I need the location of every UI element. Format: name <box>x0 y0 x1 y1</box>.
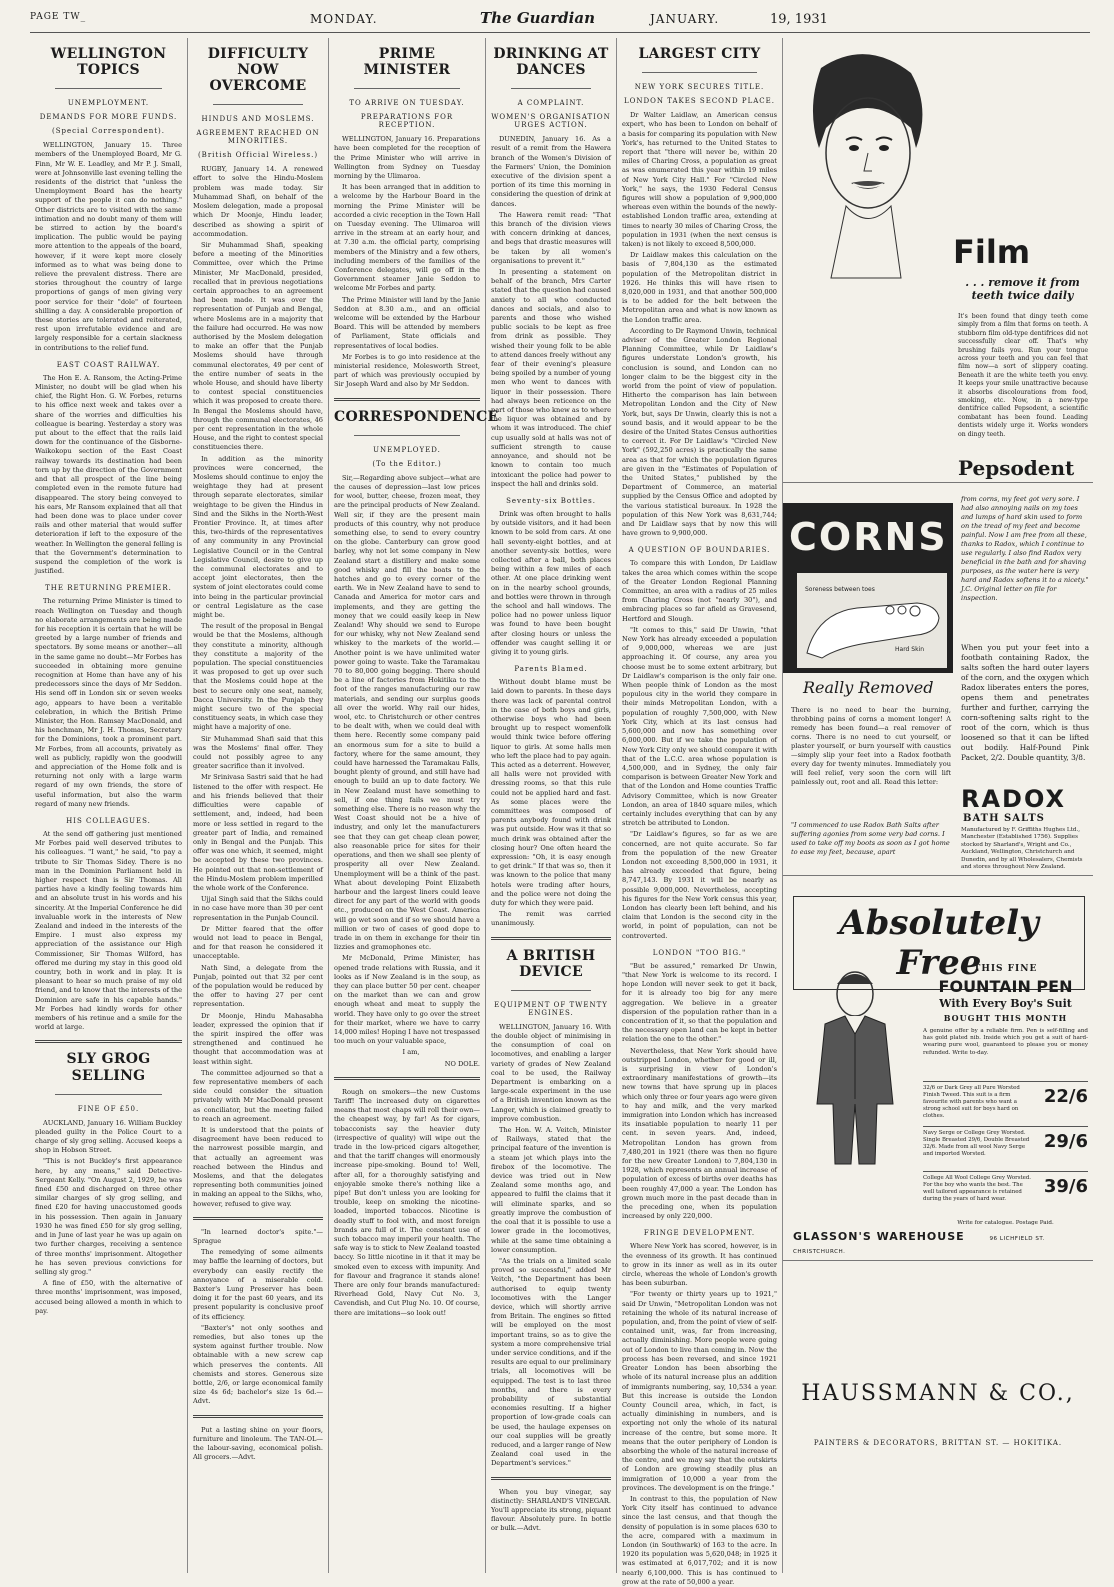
offer-line-3: With Every Boy's Suit <box>939 997 1072 1010</box>
date: 19, 1931 <box>770 12 828 27</box>
column-1 <box>30 38 188 1573</box>
subhead: PREPARATIONS FOR RECEPTION. <box>360 113 454 130</box>
radox-bath-salts: BATH SALTS <box>963 813 1045 824</box>
paragraph: WELLINGTON, January 15. Three members of the Unemployed Board, Mr G. Finn, Mr W. E. Leadley, and Mr P. J. Small, were at Johnsonville last evening telling the residents of the district that "unless the Unemployment Board has the hearty support of the people it can do nothing." Other districts are to visited with the same intimation and no doubt many of them will be stirred to action by the board's implication. The public would be paying more attention to the appeals of the board, however, if it were kept more closely informed as to what was being done to relieve the prevalent distress. There are stories throughout the country of large proportions of gangs of men giving very poor service for their "dole" of fourteen shilling a day. A considerable proportion of these stories are tolerated and reiterated, rest upon irrefutable evidence and are largely responsible for a certain slackness in contributions to the relief fund. <box>35 141 182 352</box>
masthead <box>30 6 1090 33</box>
section-heading: EAST COAST RAILWAY. <box>56 360 161 369</box>
paragraph: Nath Sind, a delegate from the Punjab, pointed out that 32 per cent of the population would be reduced by the offer to having 27 per cent representation. <box>193 963 323 1009</box>
paragraph: In contrast to this, the population of New York City itself has continued to advance since the last census, and that though the density of population is in some places 630 to the acre, compared with a maximum in London (in Southwark) of 163 to the acre. In 1920 its population was 5,620,048; in 1925 it was estimated at 6,017,702; and it is now nearly 6,100,000. This is has continued to grow at the rate of 50,000 a year. <box>622 1494 777 1586</box>
byline: (British Official Wireless.) <box>197 151 319 160</box>
radox-manufacturer: Manufactured by F. Griffiths Hughes Ltd., Manchester (Established 1756). Supplies stocked by Sharland's, Wright and Co., Auckland, Wellington, Christchurch and Dunedin, and by all Wholesalers, Chemists and stores throughout New Zealand. <box>961 827 1083 871</box>
price-description: Navy Serge or College Grey Worsted. Single Breasted 29/6, Double Breasted 32/6. Made from all wool Navy Serge and imported Worsted. <box>923 1130 1030 1157</box>
advertisement-text: When you buy vinegar, say distinctly: SHARLAND'S VINEGAR. You'll appreciate its strong, piquant flavour. Absolutely pure. In bottle or bulk.—Advt. <box>491 1487 611 1533</box>
price-description: 32/6 or Dark Grey all Pure Worsted Finish Tweed. This suit is a firm favourite with parents who want a strong school suit for boys hard on clothes. <box>923 1085 1020 1119</box>
paragraph: A fine of £50, with the alternative of three months' imprisonment, was imposed, accused being allowed a month in which to pay. <box>35 1279 182 1315</box>
byline: (Special Correspondent). <box>51 127 166 136</box>
absolutely-free-headline: Absolutely Free <box>793 896 1085 990</box>
subhead: UNEMPLOYMENT. <box>67 99 150 108</box>
offer-line-4: BOUGHT THIS MONTH <box>943 1013 1068 1023</box>
foot-label-hard-skin: Hard Skin <box>895 646 925 653</box>
paragraph: "For twenty or thirty years up to 1921," said Dr Unwin, "Metropolitan London was not retaining the whole of its natural increase of population, and, from the point of view of self-contained unit, was, far from increasing, actually diminishing. More people were going out of London to live than coming in. Now the process has been reversed, and since 1921 Greater London has been absorbing the whole of its natural increase plus an addition of immigrants numbering, say, 10,534 a year. But this increase is outside the London County Council area, which, in fact, is actually diminishing in numbers, and is exporting not only the whole of its natural increase of the centre, but some more. It means that the outer periphery of London is absorbing the whole of the natural increase of the centre, and we may say that the outskirts of London are growing steadily plus an immigration of 10,000 a year from the provinces. The development is on the fringe." <box>622 1290 778 1492</box>
paragraph: Ujjal Singh said that the Sikhs could in no case have more than 30 per cent representation in the Punjab Council. <box>193 895 324 922</box>
paragraph: In presenting a statement on behalf of the branch, Mrs Carter stated that the question had caused anxiety to all who conducted dances and socials, and also to parents and those who wished public socials to be kept as free from drink as possible. They wished their young folk to be able to attend dances freely without any fear of their evening's pleasure being spoiled by a number of young men who went to dances with liquor in their possession. There had always been reticence on the part of those who knew as to where the liquor was obtained and by whom it was introduced. The chief cup usually sold at halls was not of sufficient strength to cause annoyance, and should not be known to contain too much intoxicant the police had power to inspect the hall and drinks sold. <box>491 268 611 488</box>
foot-label-soreness: Soreness between toes <box>805 586 875 593</box>
subhead: (To the Editor.) <box>372 459 442 468</box>
paragraph: Sir Muhammad Shafi, speaking before a meeting of the Minorities Committee, over which the Prime Minister, Mr MacDonald, presided, recalled that in previous negotiations certain approaches to an agreement had been made. It was over the representation of Punjab and Bengal, where Moslems are in a majority that the failure had occurred. He was now authorised by the Moslem delegation to make an offer that the Punjab Moslems should have through communal electorates, 49 per cent of the entire number of seats in the whole House, and should have liberty to contest special constituencies which it was proposed to create there. In Bengal the Moslems should have, through the communal electorates, 46 per cent representation in the whole House, and the right to contest special constituencies there. <box>193 240 323 452</box>
subhead: FINE OF £50. <box>77 1104 140 1113</box>
corns-explanation: When you put your feet into a footbath containing Radox, the salts soften the hard outer layers of the corn, and the oxygen which Radox liberates enters the pores, opens them and penetrates further and further, carrying the corn-softening salts right to the root of the corn, which is thus loosened so that it can be lifted out bodily. Half-Pound Pink Packet, 2/2. Double quantity, 3/8. <box>961 643 1089 762</box>
column-3 <box>329 38 499 1573</box>
headline-drinking-at-dances: DRINKING AT DANCES <box>493 46 609 79</box>
price-value: 39/6 <box>1043 1176 1088 1197</box>
section-heading: LONDON "TOO BIG." <box>652 948 747 957</box>
corns-testimonial-continued: from corns, my feet got very sore. I had also annoying nails on my toes and lumps of hard skin used to form on the tread of my feet and become painful. Now I am free from all these, thanks to Radox, which I continue to use regularly. I also find Radox very beneficial in the bath and for shaving purposes, as the water here is very hard and Radox softens it to a nicety." J.C. Original letter on file for inspection. <box>961 495 1089 602</box>
paragraph: To compare this with London, Dr Laidlaw takes the area which comes within the scope of the Greater London Regional Planning Committee, an area with a radius of 25 miles from Charing Cross (not "nearly 30"), and embracing places so far afield as Gravesend, Hertford and Slough. <box>622 559 777 623</box>
offer-line-1: THIS FINE <box>973 964 1038 974</box>
section-heading: Parents Blamed. <box>514 665 588 674</box>
paragraph: It is understood that the points of disagreement have been reduced to the narrowest possible margin, and that actually an agreement was reached between the Hindus and Moslems, and that the delegates representing both communities joined in making an appeal to the Sikhs, who, however, refused to give way. <box>193 1126 323 1208</box>
corns-testimonial: "I commenced to use Radox Bath Salts after suffering agonies from some very bad corns. I used to take off my boots as soon as I got home to ease my feet, because, apart <box>791 821 950 856</box>
price-value: 22/6 <box>1043 1086 1088 1107</box>
paragraph: Sir,—Regarding above subject—what are the causes of depression—last low prices for wool, butter, cheese, frozen meat, they are the principal products of New Zealand. Well sir, if they are the present main products of this country, why not produce something else, to send to every country on the globe. Canterbury can grow good barley, why not let some company in New Zealand start a distillery and make some good whisky and fill the boats to the hatches and go to every corner of the earth. We in New Zealand have to send to Canada and America for motor cars and implements, and they are getting the money that we could easily keep in New Zealand! Why should we send to Europe for our whisky, why not New Zealand send whiskey to the markets of the world.—Another point is we have unlimited water power going to waste. Take the Taramakau 70 to 80,000 going begging. There should be a line of factories from Hokitika to the foot of the ranges manufacturing our raw materials, and sending our surplus goods all over the world. Why rail our hides, wool, etc. to Christchurch or other centres to be dealt with, when we could deal with them here. Recently some company paid an enormous sum for a site to build a factory, where for the same amount, they could have harnessed the Taramakau Falls, bought plenty of ground, and still have had enough to build an up to date factory. We in New Zealand must have something to sell, if one thing fails we must try something else. There is no reason why the West Coast should not be a hive of industry, and only let the manufacturers see that they can get cheap clean power, also reasonable price for sites for their operations, and then we shall see plenty of prosperity all over New Zealand. Unemployment will be a think of the past. What about developing Point Elizabeth harbour and the largest liners could leave direct for any part of the world with goods etc., produced on the West Coast. America will go wet soon and if so we should have a million or two of cases of good dope to trade in on them in exchange for their tin lizzies and gramophones etc. <box>334 473 480 952</box>
subhead: HINDUS AND MOSLEMS. <box>201 115 315 124</box>
paragraph: The returning Prime Minister is timed to reach Wellington on Tuesday and though no elaborate arrangements are being made for his reception it is certain that he will be greeted by a large number of friends and spectators. By some means or another—all in the same game no doubt—Mr Forbes has succeeded in obtaining more genuine recognition at Home than have any of his predecessors since the days of Mr Seddon. His send off in London six or seven weeks ago, appears to have been a veritable celebration, in which the British Prime Minister, the Hon. Ramsay MacDonald, and his henchman, Mr J. H. Thomas, Secretary for the Dominions, took a prominent part. Mr Forbes, from all accounts, privately as well as publicly, rapidly won the goodwill and appreciation of the Home folk and is returning not only with a large warm regard of my own friends, the store of useful information, but also the warm regard of many new friends. <box>35 597 182 808</box>
paragraph: Dr Mitter feared that the offer would not lead to peace in Bengal, and for that reason he considered it unacceptable. <box>193 924 323 961</box>
paragraph: The Hon. W. A. Veitch, Minister of Railways, stated that the principal feature of the invention is a steam jet which plays into the firebox of the locomotive. The device was tried out in New Zealand some months ago, and appeared to fulfil the claims that it will eliminate sparks, and so greatly improve the combustion of the coal that it is possible to use a lower grade in the locomotives, while at the same time obtaining a lower consumption. <box>491 1126 611 1254</box>
fountain-pen-title: FOUNTAIN PEN <box>938 977 1073 996</box>
subhead: NEW YORK SECURES TITLE. <box>634 83 765 92</box>
paragraph: Dr Moonje, Hindu Mahasabha leader, expressed the opinion that if the spirit inspired the offer was strengthened and continued he thought that accommodation was at least within sight. <box>193 1011 323 1066</box>
paragraph: I am, <box>402 1048 420 1057</box>
paragraph: Drink was often brought to halls by outside visitors, and it had been known to be sold from cars. At one hall seventy-eight bottles, and at another seventy-six bottles, were collected after a ball, both places being within a few miles of each other. At one place drinking went on in the nearby school grounds, and bottles were thrown in through the school and hall windows. The police had no power unless liquor was found to have been bought after closing hours or unless the offender was caught selling it or giving it to young girls. <box>491 509 611 656</box>
advertisement-text: "Baxter's" not only soothes and remedies, but also tones up the system against further trouble. Now obtainable with a new screw cap which preserves the contents. All chemists and stores. Generous size bottle, 2/6, or large economical family size 4s 6d; bachelor's size 1s 6d.—Advt. <box>193 1323 323 1406</box>
paragraph: In addition as the minority provinces were concerned, the Moslems should continue to enjoy the weightage they had at present through separate electorates, similar weightage to be given the Hindus in Sind and the Sikhs in the North-West Frontier Province. It, at times after this, two-thirds of the representatives of any community in any Provincial Legislative Council or in the Central Legislative Council, desire to give up the communal electorates and to accept joint electorates, then the system of joint electorates could come into being in the particular provincial or central Legislature as the case might be. <box>193 454 323 620</box>
write-for-catalogue: Write for catalogue. Postage Paid. <box>957 1220 1054 1226</box>
paragraph: Dr Walter Laidlaw, an American census expert, who has been to London on behalf of a basis for comparing its population with New York's, has returned to the United States to report that "there will never be, within 20 miles of Charing Cross, a population as great as was enumerated this year within 19 miles of New York City Hall." For "Circled New York," he says, the 1930 Federal Census figures will show a population of 9,900,000 whereas even within the bounds of the newly-established London traffic area, extending at times to nearly 30 miles of Charing Cross, the population in 1931 (when the next census is taken) is not likely to exceed 8,500,000. <box>622 111 777 248</box>
section-heading: Seventy-six Bottles. <box>506 496 596 505</box>
corns-body: There is no need to bear the burning, throbbing pains of corns a moment longer! A remedy has been found—a real remover of corns. There is no need to cut yourself, or plaster yourself, or burn yourself with caustics—simply slip your feet into a Radox footbath every day for twenty minutes. Immediately you will feel relief, very soon the corn will lift painlessly out, root and all. Read this letter: <box>791 706 951 786</box>
glasson-address: 96 LICHFIELD ST. CHRISTCHURCH. <box>793 1236 1045 1255</box>
corns-headline: CORNS <box>789 515 948 559</box>
section-heading: HIS COLLEAGUES. <box>66 817 151 825</box>
price-description: College All Wool College Grey Worsted. For the boy who wants the best. The well tailored appearance is retained during the years of hard wear. <box>923 1175 1031 1202</box>
offer-body: A genuine offer by a reliable firm. Pen is self-filling and has gold plated nib. Inside which you get a suit of hard-wearing pure wool, guaranteed to please you or money refunded. Write to-day. <box>923 1028 1088 1056</box>
paragraph: Mr McDonald, Prime Minister, has opened trade relations with Russia, and it looks as if New Zealand is in the soup, as they can place butter 50 per cent. cheaper on the market than we can and grow enough wheat and meat to supply the world. They have only to go over the street for their market, where we have to carry 14,000 miles! Hoping I have not trespassed too much on your valuable space, <box>334 954 480 1046</box>
paragraph: The remit was carried unanimously. <box>491 910 611 928</box>
really-removed: Really Removed <box>803 678 934 697</box>
paragraph: Where New York has scored, however, is in the evenness of its growth. It has continued to grow in its inner as well as in its outer circle, whereas the whole of London's growth has been suburban. <box>622 1242 777 1288</box>
column-5 <box>617 38 783 1586</box>
paragraph: Nevertheless, that New York should have outstripped London, whether for good or ill, is surprising in view of London's extraordinary manifestations of growth—its new towns that have sprung up in places which only three or four years ago were given to hay and milk, and the very marked immigration into London which has increased its insatiable population to nearly 11 per cent. in seven years. And, indeed, Metropolitan London has grown from 7,480,201 in 1921 (there was then no figure for the new Greater London) to 7,804,130 in 1928, which represents an annual increase of population of excess of births over deaths has been roughly 47,000 a year. The London has grown much more in the past decade than in the preceding one, when its population increased by only 220,000. <box>622 1046 777 1221</box>
glasson-name: GLASSON'S WAREHOUSE <box>793 1230 965 1243</box>
paragraph: The result of the proposal in Bengal would be that the Moslems, although they constitute a minority, although they constitute a majority of the population. The special constituencies it was proposed to get up over such that the Moslems could hope at the best to secure only one seat, namely, Dacca University. In the Punjab they might secure two of the special constituency seats, in which case they might have a majority of one. <box>193 622 323 732</box>
paragraph: "It comes to this," said Dr Unwin, "that New York has already exceeded a population of 9,000,000, whereas we are just approaching it. Of course, any area you choose must be to some extent arbitrary, but Dr Laidlaw's comparison is the only fair one. When people think of London as the most populous city in the world they compare in their minds Metropolitan London, with a population of roughly 7,500,000, with New York City, which at its last census had 5,600,000 and now has something over 6,000,000. But if we take the population of New York City only we should compare it with that of the L.C.C. area whose population is 4,500,000, and in Sydney, the only fair comparison is between Greater New York and that of the London and Home counties Traffic Advisory Committee, which is now Greater London, an area of 1840 square miles, which certainly includes everything that can by any stretch be attributed to London. <box>622 625 777 828</box>
paragraph: Mr Forbes is to go into residence at the ministerial residence, Molesworth Street, part of which was previously occupied by Sir Joseph Ward and also by Mr Seddon. <box>334 352 480 389</box>
radox-ad <box>783 483 1093 876</box>
price-row <box>923 1171 1088 1206</box>
pepsodent-ad <box>783 38 1093 483</box>
woman-portrait-illustration <box>791 48 941 278</box>
paragraph: DUNEDIN, January 16. As a result of a remit from the Hawera branch of the Women's Division of the Farmers' Union, the Dominion executive of the division spent a portion of its time this morning in considering the question of drink at dances. <box>491 135 611 208</box>
glasson-ad <box>783 876 1093 1261</box>
pepsodent-brand: Pepsodent <box>958 456 1075 480</box>
paragraph: Mr Srinivasa Sastri said that he had listened to the offer with respect. He and his friends believed that their difficulties were capable of settlement, and, indeed, had been more or less settled in regard to the greater part of India, and remained only in Bengal and the Punjab. This offer was one which, it seemed, might be accepted by these two provinces. He pointed out that non-settlement of the Hindu-Moslem problem imperilled the whole work of the Conference. <box>193 773 323 892</box>
advertisement-column <box>783 38 1093 1573</box>
film-subheadline: . . . remove it from teeth twice daily <box>965 276 1080 302</box>
advertisement-text: "In learned doctor's spite."—Sprague <box>193 1227 323 1246</box>
paragraph: "As the trials on a limited scale proved so successful," added Mr Veitch, "the Department has been authorised to equip twenty locomotives with the Langer device, which will shortly arrive from Britain. The engines so fitted will be employed on the most important trains, so as to give the system a more comprehensive trial under service conditions, and if the results are equal to our preliminary trials, all locomotives will be equipped. The test is to last three months, and there is every probability of substantial economies resulting. If a higher proportion of low-grade coals can be used, the haulage expenses on our coal supplies will be greatly reduced, and a larger range of New Zealand coal used in the Department's services." <box>491 1256 611 1468</box>
price-value: 29/6 <box>1043 1131 1088 1152</box>
paragraph: Dr Laidlaw makes this calculation on the basis of 7,804,130 as the estimated population of the Metropolitan district in 1926. He thinks this will have risen to 8,020,000 in 1931, and that another 500,000 is to be added for the belt between the Metropolitan area and what is now known as the London traffic area. <box>622 251 777 324</box>
subhead: AGREEMENT REACHED ON MINORITIES. <box>196 129 320 146</box>
subhead: EQUIPMENT OF TWENTY ENGINES. <box>494 1000 608 1017</box>
paragraph: At the send off gathering just mentioned Mr Forbes paid well deserved tributes to his colleagues. "I want," he said, "to pay a tribute to Sir Thomas Sidey. There is no man in the Dominion Parliament held in higher respect than is Sir Thomas. All parties have a kindly feeling towards him and an absolute trust in his words and his sincerity. At the Imperial Conference he did invaluable work in the interests of New Zealand and indeed in the interests of the Empire. I must also express my appreciation of the assistance our High Commissioner, Sir Thomas Wilford, has offered me during my stay in this good old country, both in work and in play. It is pleasant to hear so much praise of my old friend, and to know that the interests of the Dominion are safe in his capable hands." Mr Forbes had kindly words for other members of his retinue and a smile for the world at large. <box>35 830 182 1032</box>
film-body: It's been found that dingy teeth come simply from a film that forms on teeth. A stubborn film old-type dentifrices did not successfully clear off. That's why brushing fails you. Run your tongue across your teeth and you can feel that film now—a sort of slippery coating. Beneath it are the white teeth you envy. It keeps your smile unattractive because it absorbs discolourations from food, smoking, etc. Now, in a new-type dentifrice called Pepsodent, a scientific combatant has been found. Leading dentists widely urge it. Works wonders on dingy teeth. <box>958 313 1088 438</box>
boy-in-suit-illustration <box>795 964 915 1174</box>
paragraph: AUCKLAND, January 16. William Buckley pleaded guilty in the Police Court to a charge of sly grog selling. Accused keeps a shop in Hobson Street. <box>35 1118 182 1155</box>
paragraph: The Hon E. A. Ransom, the Acting-Prime Minister, no doubt will be glad when his chief, the Right Hon. G. W. Forbes, returns to his office next week and takes over a share of the worries and difficulties his colleague is bearing. Yesterday a story was put about to the effect that the rails laid down for the continuance of the Gisborne-Waikokopu section of the East Coast railway towards its destination had been torn up by the direction of the Government and that all prospect of the line being completed even in the remote future had disappeared. The story being conveyed to his ears, Mr Ransom explained that all that had been done was to place under cover rails and other material that would suffer deterioration if left to the exposure of the weather. In Wellington the general felling is that the Government's determination to suspend the completion of the work is justified. <box>35 373 182 576</box>
paragraph: According to Dr Raymond Unwin, technical adviser of the Greater London Regional Planning Committee, while Dr Laidlaw's figures understate London's growth, his conclusion is sound, and London can no longer claim to be the biggest city in the world from the point of view of population. Hitherto the comparison has lain between Metropolitan London and the City of New York, but, says Dr Unwin, clearly this is not a sound basis, and it would appear to be the desire of the United States Census authorities to correct it. For Dr Laidlaw's "Circled New York" (592,250 acres) is practically the same area as that for which the population figures are given in the "Estimates of Population of the United States," published by the Department of Commerce, an material supplied by the Census Office and adopted by the various statistical bureaux. In 1928 the population of this New York was 8,631,744; and Dr Laidlaw says that by now this will have grown to 9,900,000. <box>622 326 777 538</box>
headline-british-device: A BRITISH DEVICE <box>506 947 596 980</box>
paragraph: The committee adjourned so that a few representative members of each side could consider the situation privately with Mr MacDonald present as conciliator, but the meeting failed to reach an agreement. <box>193 1068 323 1123</box>
price-row <box>923 1081 1088 1119</box>
film-headline: Film <box>953 233 1031 271</box>
haussmann-ad <box>783 1261 1093 1573</box>
paragraph: WELLINGTON, January 16. With the double object of minimising in the consumption of coal on locomotives, and enabling a larger variety of grades of New Zealand coal to be used, the Railway Department is embarking on a large-scale experiment in the use of a British invention known as the Langer, which is claimed greatly to improve combustion. <box>491 1022 611 1123</box>
subhead: WOMEN'S ORGANISATION URGES ACTION. <box>491 113 611 130</box>
subhead: DEMANDS FOR MORE FUNDS. <box>39 113 178 122</box>
paragraph: "This is not Buckley's first appearance here, by any means," said Detective-Sergeant Kelly. "On August 2, 1929, he was fined £50 and discharged on three other similar charges of sly grog selling, and fined £20 for having unaccustomed goods in his possession. Then again in January 1930 he was fined £50 for sly grog selling, and in June of last year he was up again on two further charges, receiving a sentence of three months' imprisonment. Altogether he has seven previous convictions for selling sly grog." <box>35 1157 182 1276</box>
paragraph: "Dr Laidlaw's figures, so far as we are concerned, are not quite accurate. So far from the population of the new Greater London not exceeding 8,500,000 in 1931, it has already exceeded that figure, being 8,747,143. By 1931 it will be nearly as possible 9,000,000. Nevertheless, accepting his figures for the New York census this year, London has clearly been left behind, and his claim that London is the second city in the world, in point of population, can not be controverted. <box>622 830 777 940</box>
headline-largest-city: LARGEST CITY <box>638 46 761 62</box>
paragraph: RUGBY, January 14. A renewed effort to solve the Hindu-Moslem problem was made today. Sir Muhammad Shafi, on behalf of the Moslem delegation, made a proposal which Dr Moonje, Hindu leader, described as showing a spirit of accommodation. <box>193 165 323 238</box>
paragraph: "But be assured," remarked Dr Unwin, "that New York is welcome to its record. I hope London will never seek to get it back, for it is already too big for any mere aggregation. We believe in a greater dispersion of the population rather than in a concentration of it, so that the population and the necessary open land can be kept in better relation the one to the other." <box>622 961 777 1044</box>
subhead: TO ARRIVE ON TUESDAY. <box>349 99 465 108</box>
paragraph: The Hawera remit read: "That this branch of the division views with concern drinking at dances, and begs that drastic measures will be taken by all women's organisations to prevent it." <box>491 210 611 265</box>
subhead: A COMPLAINT. <box>517 99 585 108</box>
advertisement-text: The remedying of some ailments may baffle the learning of doctors, but everybody can easily rectify the annoyance of a miserable cold. Baxter's Lung Preserver has been doing it for the past 60 years, and its present popularity is conclusive proof of its efficiency. <box>193 1248 323 1321</box>
paragraph: WELLINGTON, January 16. Preparations have been completed for the reception of the Prime Minister who will arrive in Wellington from Sydney on Tuesday morning by the Ulimaroa. <box>334 135 480 180</box>
headline-wellington-topics: WELLINGTON TOPICS <box>50 46 167 79</box>
subhead: UNEMPLOYED. <box>373 445 441 454</box>
headline-correspondence: CORRESPONDENCE <box>334 408 499 425</box>
price-row <box>923 1126 1088 1161</box>
paragraph: Without doubt blame must be laid down to parents. In these days there was lack of parental control in the case of both boys and girls, otherwise boys who had been brought up to respect womenfolk would think twice before offering liquor to girls. At some halls men who left the place had to pay again. This acted as a deterrent. However, all halls were not provided with dressing rooms, so that this rule could not be applied hard and fast. As some places were the committees was composed of parents anybody found with drink was put outside. How was it that so much drink was obtained after the closing hour? One often heard the expression: "Oh, it is easy enough to get drink." If that was so, then it was known to the police that many hotels were trading after hours, and the police were not doing the duty for which they were paid. <box>491 678 611 908</box>
glasson-firm <box>793 1230 1083 1256</box>
page-number: PAGE TW_ <box>30 12 87 22</box>
column-2 <box>188 38 329 1573</box>
radox-brand: RADOX <box>961 785 1067 813</box>
advertisement-text: Put a lasting shine on your floors, furniture and linoleum. The TAN-OL—the labour-saving, economical polish. All grocers.—Advt. <box>193 1425 323 1462</box>
section-heading: A QUESTION OF BOUNDARIES. <box>628 546 771 555</box>
section-heading: THE RETURNING PREMIER. <box>45 584 172 593</box>
corns-banner <box>783 503 953 673</box>
haussmann-line: PAINTERS & DECORATORS, BRITTAN ST. — HOKITIKA. <box>813 1439 1063 1447</box>
column-4 <box>486 38 617 1573</box>
advertisement-text: Rough on smokers—the new Customs Tariff! The increased duty on cigarettes means that most chaps will roll their own—the cheapest way, by far! As for cigars, tobacconists say the heavier duty (irrespective of quality) will wipe out the trade in the low-priced cigars altogether, and that the tariff changes will enormously increase pipe-smoking. Bound to! Well, after all, for a thoroughly satisfying and enjoyable smoke there's nothing like a pipe! But don't unless you are looking for trouble, keep on smoking the nicotine-loaded, imported tobaccos. Nicotine is deadly stuff to fool with, and most foreign brands are full of it. The constant use of such tobacco may imperil your health. The safe way is to stick to New Zealand toasted baccy. So little nicotine in it that it may be smoked even to excess with impunity. And for flavour and fragrance it stands alone! There are only four brands manufactured: Riverhead Gold, Navy Cut No. 3, Cavendish, and Cut Plug No. 10. Of course, there are imitations—so look out! <box>334 1087 480 1317</box>
headline-difficulty-overcome: DIFFICULTY NOW OVERCOME <box>207 46 309 95</box>
subhead: LONDON TAKES SECOND PLACE. <box>624 97 775 106</box>
paragraph: Sir Muhammad Shafi said that this was the Moslems' final offer. They could not possibly agree to any greater sacrifice than it involved. <box>193 734 323 771</box>
signature: NO DOLE. <box>444 1059 480 1068</box>
haussmann-firm: HAUSSMANN & CO., <box>801 1381 1075 1406</box>
day-of-week: MONDAY. <box>310 12 378 26</box>
paper-name: The Guardian <box>480 9 595 27</box>
foot-illustration <box>797 573 947 668</box>
paragraph: The Prime Minister will land by the Janie Seddon at 8.30 a.m., and an official welcome will be extended by the Harbour Board. This will be attended by members of Parliament, State officials and representatives of local bodies. <box>334 295 480 350</box>
headline-prime-minister: PRIME MINISTER <box>363 46 451 79</box>
section-heading: FRINGE DEVELOPMENT. <box>643 1229 756 1238</box>
headline-sly-grog: SLY GROG SELLING <box>66 1051 151 1084</box>
paragraph: It has been arranged that in addition to a welcome by the Harbour Board in the morning the Prime Minister will be accorded a civic reception in the Town Hall on Tuesday evening. The Ulimaroa will arrive in the stream at an early hour, and at 7.30 a.m. the official party, comprising members of the Ministry and a few others, including members of the families of the Conference delegates, will go off in the Government steamer Janie Seddon to welcome Mr Forbes and party. <box>334 183 480 293</box>
month: JANUARY. <box>650 12 720 26</box>
